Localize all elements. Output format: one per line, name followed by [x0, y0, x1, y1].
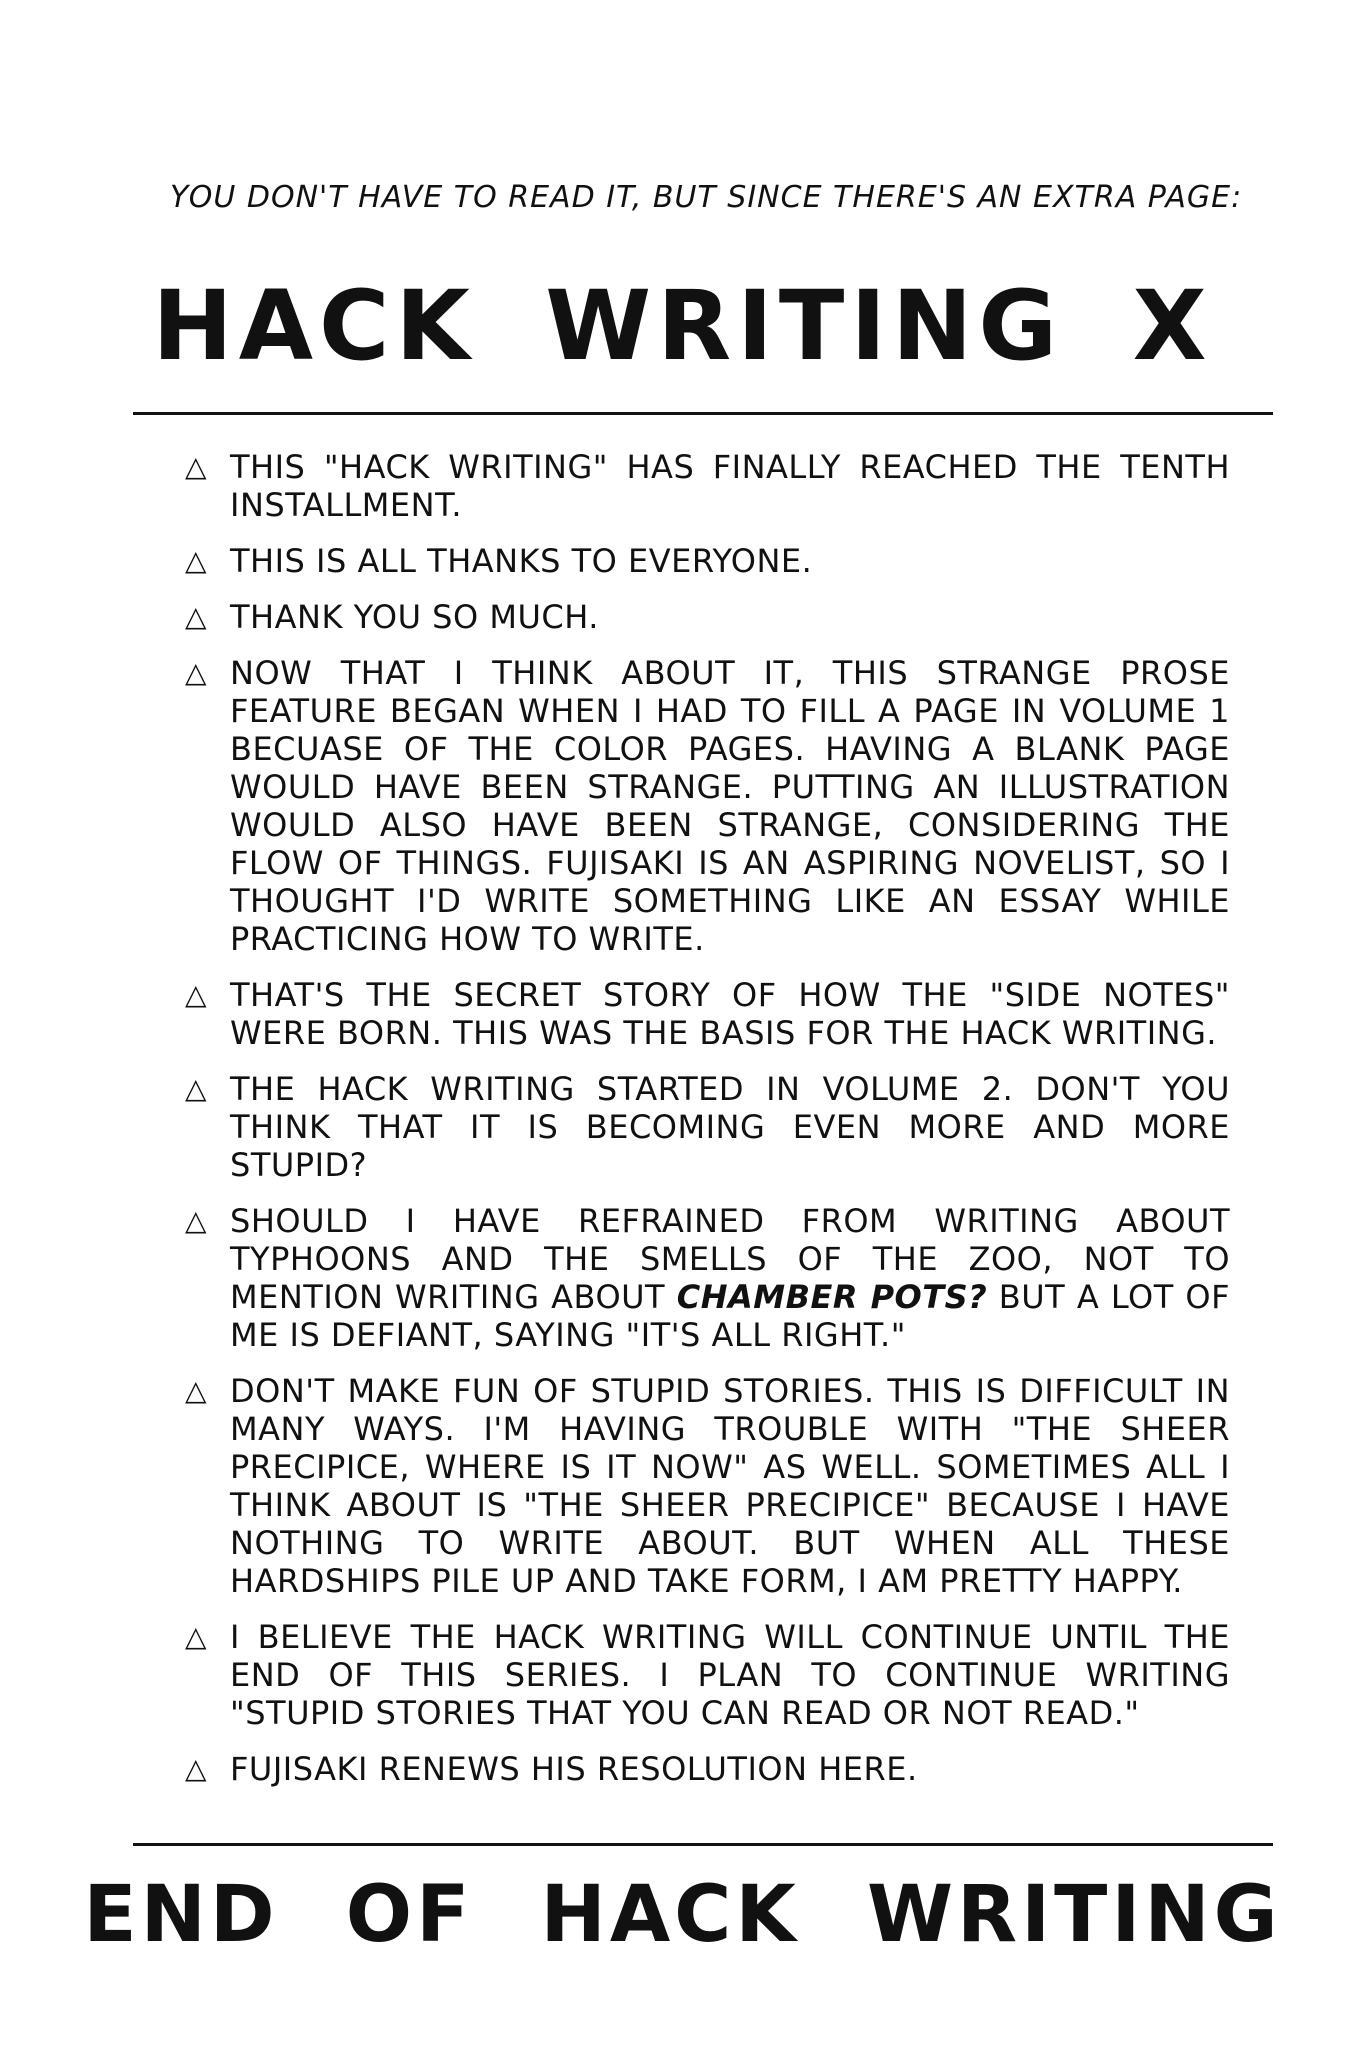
note-text: BUT A LOT OF ME IS DEFIANT, SAYING "IT'S ALL RIGHT." — [230, 1278, 1230, 1354]
triangle-bullet-icon: △ — [185, 1752, 208, 1785]
bottom-divider — [133, 1843, 1273, 1846]
triangle-bullet-icon: △ — [185, 1374, 208, 1407]
list-item — [185, 1618, 1230, 1732]
intro-line: YOU DON'T HAVE TO READ IT, BUT SINCE THERE'S AN EXTRA PAGE: — [170, 180, 1243, 215]
note-text: NOW THAT I THINK ABOUT IT, THIS STRANGE PROSE FEATURE BEGAN WHEN I HAD TO FILL A PAGE IN VOLUME 1 BECUASE OF THE COLOR PAGES. HAVING A BLANK PAGE WOULD HAVE BEEN STRANGE. PUTTING AN ILLUSTRATION WOULD ALSO HAVE BEEN STRANGE, CONSIDERING THE FLOW OF THINGS. FUJISAKI IS AN ASPIRING NOVELIST, SO I THOUGHT I'D WRITE SOMETHING LIKE AN ESSAY WHILE PRACTICING HOW TO WRITE. — [230, 654, 1230, 958]
note-text: FUJISAKI RENEWS HIS RESOLUTION HERE. — [230, 1750, 918, 1788]
triangle-bullet-icon: △ — [185, 1204, 208, 1237]
emphasis-text: CHAMBER POTS? — [676, 1278, 988, 1316]
note-text: THIS IS ALL THANKS TO EVERYONE. — [230, 542, 813, 580]
list-item — [185, 976, 1230, 1052]
triangle-bullet-icon: △ — [185, 656, 208, 689]
triangle-bullet-icon: △ — [185, 450, 208, 483]
list-item — [185, 542, 1230, 580]
note-text: THIS "HACK WRITING" HAS FINALLY REACHED THE TENTH INSTALLMENT. — [230, 448, 1230, 524]
note-text: I BELIEVE THE HACK WRITING WILL CONTINUE UNTIL THE END OF THIS SERIES. I PLAN TO CONTINUE WRITING "STUPID STORIES THAT YOU CAN READ OR NOT READ." — [230, 1618, 1230, 1732]
note-text: THANK YOU SO MUCH. — [230, 598, 599, 636]
note-text: THAT'S THE SECRET STORY OF HOW THE "SIDE NOTES" WERE BORN. THIS WAS THE BASIS FOR THE HACK WRITING. — [230, 976, 1230, 1052]
triangle-bullet-icon: △ — [185, 544, 208, 577]
page-title: HACK WRITING X — [152, 270, 1213, 382]
list-item — [185, 1070, 1230, 1184]
list-item — [185, 654, 1230, 958]
list-item — [185, 598, 1230, 636]
note-text: SHOULD I HAVE REFRAINED FROM WRITING ABOUT TYPHOONS AND THE SMELLS OF THE ZOO, NOT TO MENTION WRITING ABOUT — [230, 1202, 1230, 1316]
end-heading: END OF HACK WRITING — [83, 1870, 1282, 1960]
list-item — [185, 1750, 1230, 1788]
top-divider — [133, 412, 1273, 415]
triangle-bullet-icon: △ — [185, 1072, 208, 1105]
list-item — [185, 1372, 1230, 1600]
list-item — [185, 448, 1230, 524]
note-text: THE HACK WRITING STARTED IN VOLUME 2. DON'T YOU THINK THAT IT IS BECOMING EVEN MORE AND MORE STUPID? — [230, 1070, 1230, 1184]
note-text: DON'T MAKE FUN OF STUPID STORIES. THIS IS DIFFICULT IN MANY WAYS. I'M HAVING TROUBLE WITH "THE SHEER PRECIPICE, WHERE IS IT NOW" AS WELL. SOMETIMES ALL I THINK ABOUT IS "THE SHEER PRECIPICE" BECAUSE I HAVE NOTHING TO WRITE ABOUT. BUT WHEN ALL THESE HARDSHIPS PILE UP AND TAKE FORM, I AM PRETTY HAPPY. — [230, 1372, 1230, 1600]
triangle-bullet-icon: △ — [185, 978, 208, 1011]
list-item — [185, 1202, 1230, 1354]
notes-list — [185, 448, 1230, 1806]
triangle-bullet-icon: △ — [185, 600, 208, 633]
triangle-bullet-icon: △ — [185, 1620, 208, 1653]
